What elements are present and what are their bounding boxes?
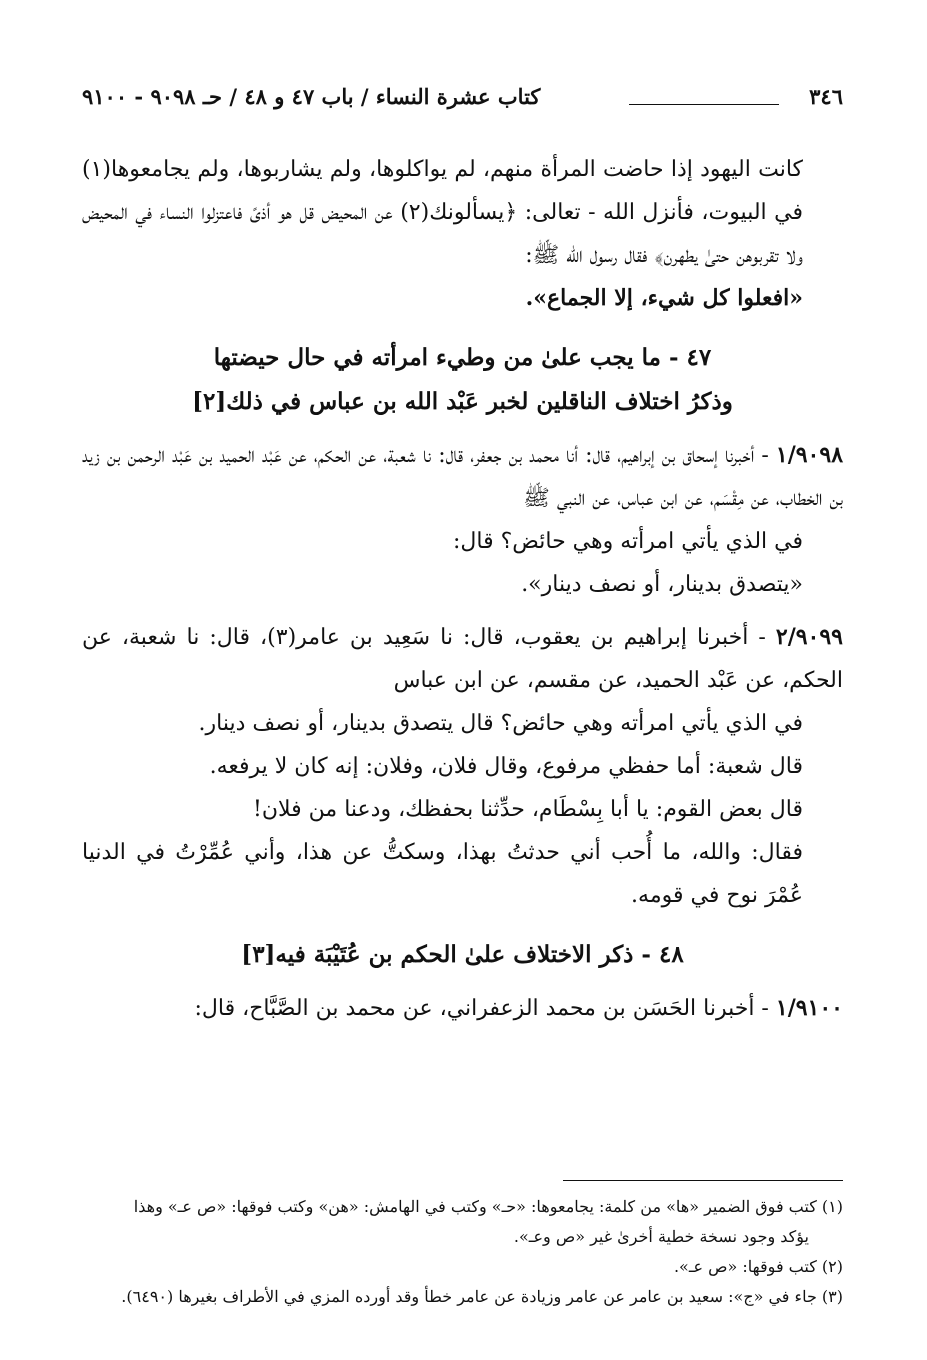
hadith-9099 (82, 616, 843, 702)
footnote-1: (١) كتب فوق الضمير «ها» من كلمة: يجامعوها: «حـ» وكتب في الهامش: «هن» وكتب فوقها: «ص عـ» وهذا (133, 1197, 843, 1216)
hadith-number: ٢/٩٠٩٩ (775, 624, 843, 650)
page-number: ٣٤٦ (809, 84, 843, 109)
chapter-48-title: ٤٨ - ذكر الاختلاف علىٰ الحكم بن عُتَيْبَة فيه[٣] (241, 941, 684, 968)
footnote-rule (563, 1180, 843, 1181)
hadith-number: ١/٩١٠٠ (775, 995, 843, 1021)
shuba-reply: فقال: والله، ما أُحب أني حدثتُ بهذا، وسكتُّ عن هذا، وأني عُمِّرْتُ في الدنيا عُمْرَ نوح في قومه. (82, 840, 803, 908)
hadith-9098 (82, 434, 843, 520)
main-text (82, 148, 843, 1030)
running-title: كتاب عشرة النساء / باب ٤٧ و ٤٨ / حـ ٩٠٩٨ - ٩١٠٠ (82, 84, 541, 109)
hadith-9100 (82, 987, 843, 1030)
chapter-47-title: ٤٧ - ما يجب علىٰ من وطيء امرأته في حال حيضتها (213, 344, 712, 371)
page-header (82, 84, 843, 116)
prophet-quote: «افعلوا كل شيء، إلا الجماع». (525, 285, 803, 311)
footnote-1-continued: يؤكد وجود نسخة خطية أخرىٰ غير «ص وعـ». (513, 1227, 809, 1246)
hadith-number: ١/٩٠٩٨ (775, 442, 844, 468)
hadith-9098-answer: «يتصدق بدينار، أو نصف دينار». (521, 572, 803, 597)
intro-paragraph: كانت اليهود إذا حاضت المرأة منهم، لم يواكلوها، ولم يشاربوها، ولم يجامعوها(١) في البيوت، فأنزل الله - تعالى: ﴿يسألونك(٢) عن المحيض قل هو أذىً فاعتزلوا النساء في المحيض ولا تقربوهن حتىٰ يطهرن﴾ فقال رسول الله ﷺ: (82, 157, 803, 268)
hadith-text: - أخبرنا الحَسَن بن محمد الزعفراني، عن محمد بن الصَّبَّاح، قال: (194, 996, 769, 1021)
hadith-text: - أخبرنا إبراهيم بن يعقوب، قال: نا سَعِيد بن عامر(٣)، قال: نا شعبة، عن الحكم، عن عَبْد الحميد، عن مقسم، عن ابن عباس (82, 625, 843, 693)
hadith-text: - أخبرنا إسحاق بن إبراهيم، قال: أنا محمد بن جعفر، قال: نا شعبة، عن الحكم، عن عَبْد الحميد بن عَبْد الرحمن بن زيد بن الخطاب، عن مِقْسَم، عن ابن عباس، عن النبي ﷺ (82, 443, 843, 511)
header-rule (629, 104, 779, 105)
footnote-2: (٢) كتب فوقها: «ص عـ». (673, 1257, 843, 1276)
shuba-statement: قال شعبة: أما حفظي مرفوع، وقال فلان، وفلان: إنه كان لا يرفعه. (209, 754, 803, 779)
hadith-9099-question: في الذي يأتي امرأته وهي حائض؟ قال يتصدق بدينار، أو نصف دينار. (198, 711, 803, 736)
page (82, 0, 843, 1360)
footnote-3: (٣) جاء في «ج»: سعيد بن عامر عن عامر وزيادة عن عامر خطأ وقد أورده المزي في الأطراف بغيرها (٦٤٩٠). (121, 1287, 843, 1306)
people-statement: قال بعض القوم: يا أبا بِسْطَام، حدِّثنا بحفظك، ودعنا من فلان! (253, 797, 803, 822)
hadith-9098-question: في الذي يأتي امرأته وهي حائض؟ قال: (453, 529, 803, 554)
footnotes (82, 1192, 843, 1312)
chapter-47-subtitle: وذكرُ اختلاف الناقلين لخبر عَبْد الله بن عباس في ذلك[٢] (192, 388, 733, 415)
